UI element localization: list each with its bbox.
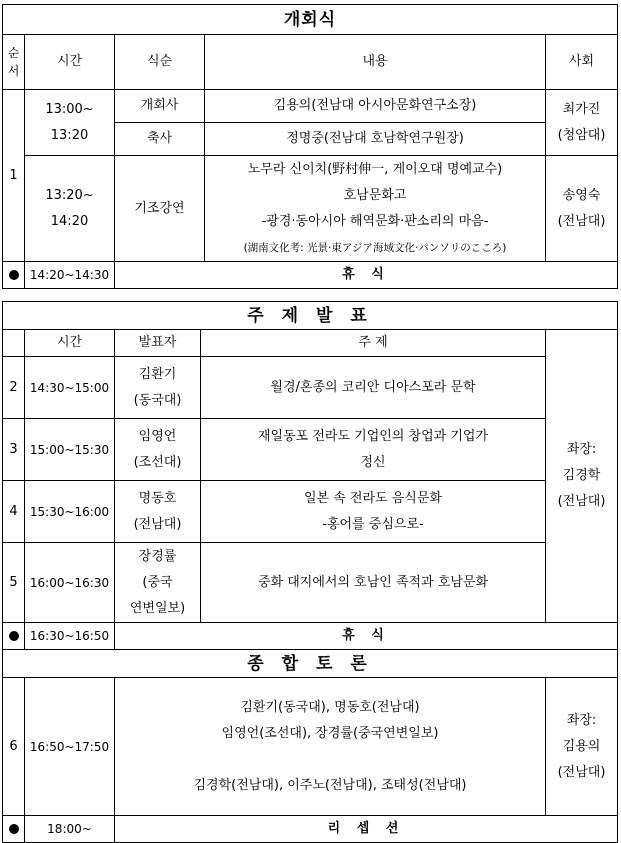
topic-line: 재일동포 전라도 기업인의 창업과 기업가: [257, 428, 488, 444]
row-number: 3: [3, 419, 25, 481]
header-ceremony: 식순: [115, 35, 205, 90]
ceremony-opening-address: 개회사: [115, 90, 205, 123]
moderator-cell-1: [546, 90, 618, 156]
moderator-name: 송영숙: [562, 187, 601, 203]
presenter-cell: [115, 543, 201, 623]
row-number: 5: [3, 543, 25, 623]
header-order: 순서: [3, 35, 25, 90]
topic-line: -홍어를 중심으로-: [322, 516, 424, 532]
discussion-time: 16:50~17:50: [25, 678, 115, 816]
presenter-affiliation: (전남대): [133, 516, 182, 532]
discussion-participants: [115, 678, 546, 816]
keynote-content: [205, 156, 546, 262]
chair-name: 김경학: [562, 468, 601, 483]
header-time: 시간: [25, 330, 115, 357]
content-congratulations: 정명중(전남대 호남학연구원장): [205, 123, 546, 156]
time-end: 14:20: [50, 213, 89, 229]
participants-line: 김환기(동국대), 명동호(전남대): [240, 699, 420, 715]
presenter-name: 임영언: [138, 428, 177, 444]
discussion-title: 종 합 토 론: [3, 650, 618, 678]
bullet-icon: [3, 262, 25, 289]
moderator-affiliation: (전남대): [557, 213, 606, 229]
chair-affiliation: (전남대): [557, 764, 606, 780]
row-number: 2: [3, 357, 25, 419]
opening-title: 개회식: [3, 5, 618, 35]
reception-time: 18:00~: [25, 816, 115, 843]
row-number: 6: [3, 678, 25, 816]
keynote-speaker: 노무라 신이치(野村伸一, 게이오대 명예교수): [247, 161, 503, 177]
chair-name: 김용의: [562, 738, 601, 754]
keynote-title: 호남문화고: [343, 187, 407, 203]
header-time: 시간: [25, 35, 115, 90]
break-time: 14:20~14:30: [25, 262, 115, 289]
topic-line: 정신: [360, 454, 386, 470]
moderator-name: 최가진: [562, 101, 601, 117]
presenter-name: 김환기: [138, 366, 177, 382]
presenter-name: 명동호: [138, 490, 177, 506]
time-cell: [25, 90, 115, 156]
presenter-name: 장경률: [138, 548, 177, 564]
presenter-affiliation: (중국: [142, 574, 173, 590]
row-number: 4: [3, 481, 25, 543]
keynote-subtitle: -광경·동아시아 해역문화·판소리의 마음-: [261, 213, 489, 229]
time-start: 13:00~: [45, 101, 94, 117]
keynote-japanese-title: (湖南文化考: 光景·東アジア海域文化·パンソリのこころ): [243, 241, 507, 254]
time-end: 13:20: [50, 127, 89, 143]
topic-cell: [201, 419, 546, 481]
ceremony-keynote: 기조강연: [115, 156, 205, 262]
row-time: 14:30~15:00: [25, 357, 115, 419]
topic-cell: [201, 543, 546, 623]
opening-ceremony-table: [2, 4, 618, 289]
participants-line: 임영언(조선대), 장경률(중국연변일보): [221, 725, 439, 741]
chair-label: 좌장:: [566, 442, 597, 457]
header-presenter: 발표자: [115, 330, 201, 357]
time-start: 13:20~: [45, 187, 94, 203]
ceremony-congratulations: 축사: [115, 123, 205, 156]
chair-affiliation: (전남대): [557, 494, 606, 509]
reception-label: 리 셉 션: [115, 816, 618, 843]
bullet-icon: [3, 816, 25, 843]
header-moderator: 사회: [546, 35, 618, 90]
row-time: 15:00~15:30: [25, 419, 115, 481]
break-label: 휴 식: [115, 623, 618, 650]
presentation-table: [2, 301, 618, 843]
bullet-icon: [3, 623, 25, 650]
moderator-affiliation: (청암대): [557, 127, 606, 143]
content-opening-address: 김용의(전남대 아시아문화연구소장): [205, 90, 546, 123]
topic-cell: [201, 357, 546, 419]
chair-cell: [546, 330, 618, 623]
presenter-affiliation: 연변일보): [129, 600, 186, 616]
topic-cell: [201, 481, 546, 543]
break-time: 16:30~16:50: [25, 623, 115, 650]
presenter-affiliation: (동국대): [133, 392, 182, 408]
participants-line: 김경학(전남대), 이주노(전남대), 조태성(전남대): [193, 777, 467, 793]
moderator-cell-2: [546, 156, 618, 262]
header-topic: 주 제: [201, 330, 546, 357]
break-label: 휴 식: [115, 262, 618, 289]
discussion-chair: [546, 678, 618, 816]
row-time: 16:00~16:30: [25, 543, 115, 623]
row-time: 15:30~16:00: [25, 481, 115, 543]
presenter-cell: [115, 419, 201, 481]
topic-line: 중화 대지에서의 호남인 족적과 호남문화: [257, 574, 488, 590]
presenter-cell: [115, 481, 201, 543]
topic-line: 월경/혼종의 코리안 디아스포라 문학: [270, 379, 476, 395]
presenter-cell: [115, 357, 201, 419]
chair-label: 좌장:: [566, 712, 597, 728]
topic-line: 일본 속 전라도 음식문화: [304, 490, 442, 506]
presentation-title: 주 제 발 표: [3, 302, 618, 330]
header-content: 내용: [205, 35, 546, 90]
presenter-affiliation: (조선대): [133, 454, 182, 470]
order-number: 1: [3, 90, 25, 262]
keynote-time: [25, 156, 115, 262]
